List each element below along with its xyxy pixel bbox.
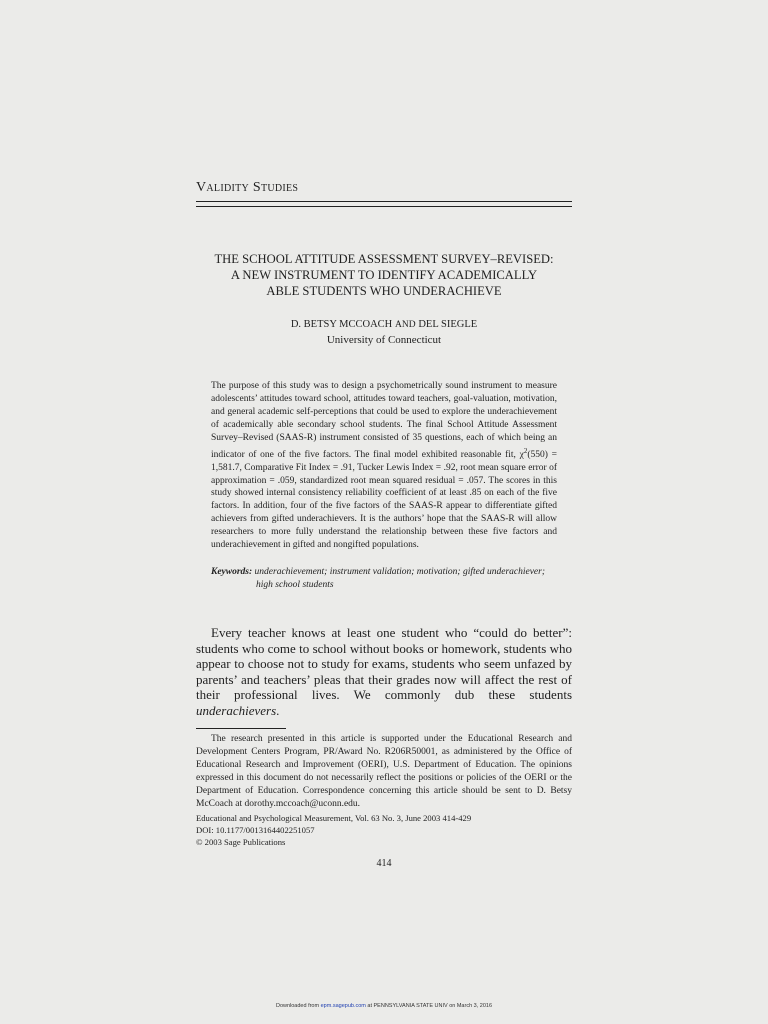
abstract <box>211 380 557 552</box>
title-line-3: ABLE STUDENTS WHO UNDERACHIEVE <box>266 284 502 298</box>
heading-rule-thin <box>196 206 572 207</box>
keywords-line-1: underachievement; instrument validation; motivation; gifted underachiever; <box>254 567 546 577</box>
abstract-text-2: (550) = 1,581.7, Comparative Fit Index = .91, Tucker Lewis Index = .92, root mean square error of approximation = .059, standardized root mean squared residual = .057. The scores in this study showed internal consistency reliability coefficient of at least .85 on each of the five factors. In addition, four of the five factors of the SAAS-R appear to differentiate gifted achievers from gifted underachievers. It is the authors’ hope that the SAAS-R will allow researchers to more fully understand the relationship between these five factors and underachievement in gifted and nongifted populations. <box>211 449 557 551</box>
download-notice <box>0 1003 768 1009</box>
body-end: . <box>276 702 280 718</box>
publication-info <box>196 812 572 848</box>
title-line-2: A NEW INSTRUMENT TO IDENTIFY ACADEMICALLY <box>230 268 538 282</box>
keywords-label: Keywords: <box>211 567 253 577</box>
chi-square-superscript: 2 <box>523 446 528 455</box>
title-line-1: THE SCHOOL ATTITUDE ASSESSMENT SURVEY–REVISED: <box>214 252 554 266</box>
doi: DOI: 10.1177/0013164402251057 <box>196 825 315 835</box>
affiliation: University of Connecticut <box>326 334 442 346</box>
author-names <box>196 317 572 333</box>
download-link[interactable]: epm.sagepub.com <box>320 1003 366 1009</box>
author-conjunction: AND <box>395 320 416 330</box>
keywords <box>211 566 557 592</box>
download-prefix: Downloaded from <box>275 1003 320 1009</box>
body-text: Every teacher knows at least one student who “could do better”: students who come to school without books or homework, students who appear to choose not to study for exams, students who seem unfazed by parents’ and teachers’ pleas that their grades now will affect the rest of their professional lives. We commonly dub these students <box>196 625 572 703</box>
section-heading: Validity Studies <box>196 180 299 195</box>
author-2: DEL SIEGLE <box>418 319 478 330</box>
author-1: D. BETSY MCCOACH <box>290 319 393 330</box>
author-block <box>196 317 572 348</box>
journal-citation: Educational and Psychological Measurement, Vol. 63 No. 3, June 2003 414-429 <box>196 813 472 823</box>
copyright: © 2003 Sage Publications <box>196 837 286 847</box>
heading-rule-thick <box>196 201 572 202</box>
article-title <box>196 251 572 299</box>
footnote: The research presented in this article is supported under the Educational Research and Development Centers Program, PR/Award No. R206R50001, as administered by the Office of Educational Research and Improvement (OERI), U.S. Department of Education. The opinions expressed in this document do not necessarily reflect the positions or policies of the OERI or the Department of Education. Correspondence concerning this article should be sent to D. Betsy McCoach at dorothy.mccoach@uconn.edu. <box>196 734 572 809</box>
footnote-rule <box>196 728 286 729</box>
abstract-text-1: The purpose of this study was to design a psychometrically sound instrument to measure adolescents’ attitudes toward school, attitudes toward teachers, goal-valuation, motivation, and general academic self-perceptions that could be used to explore the underachievement of academically able secondary school students. The final School Attitude Assessment Survey–Revised (SAAS-R) instrument consisted of 35 questions, each of which being an indicator of one of the five factors. The final model exhibited reasonable fit, χ <box>211 381 557 460</box>
body-emphasis: underachievers <box>196 702 277 718</box>
download-suffix: at PENNSYLVANIA STATE UNIV on March 3, 2016 <box>367 1003 493 1009</box>
body-paragraph <box>196 625 572 719</box>
page-number: 414 <box>376 858 392 869</box>
keywords-line-2: high school students <box>256 579 334 590</box>
